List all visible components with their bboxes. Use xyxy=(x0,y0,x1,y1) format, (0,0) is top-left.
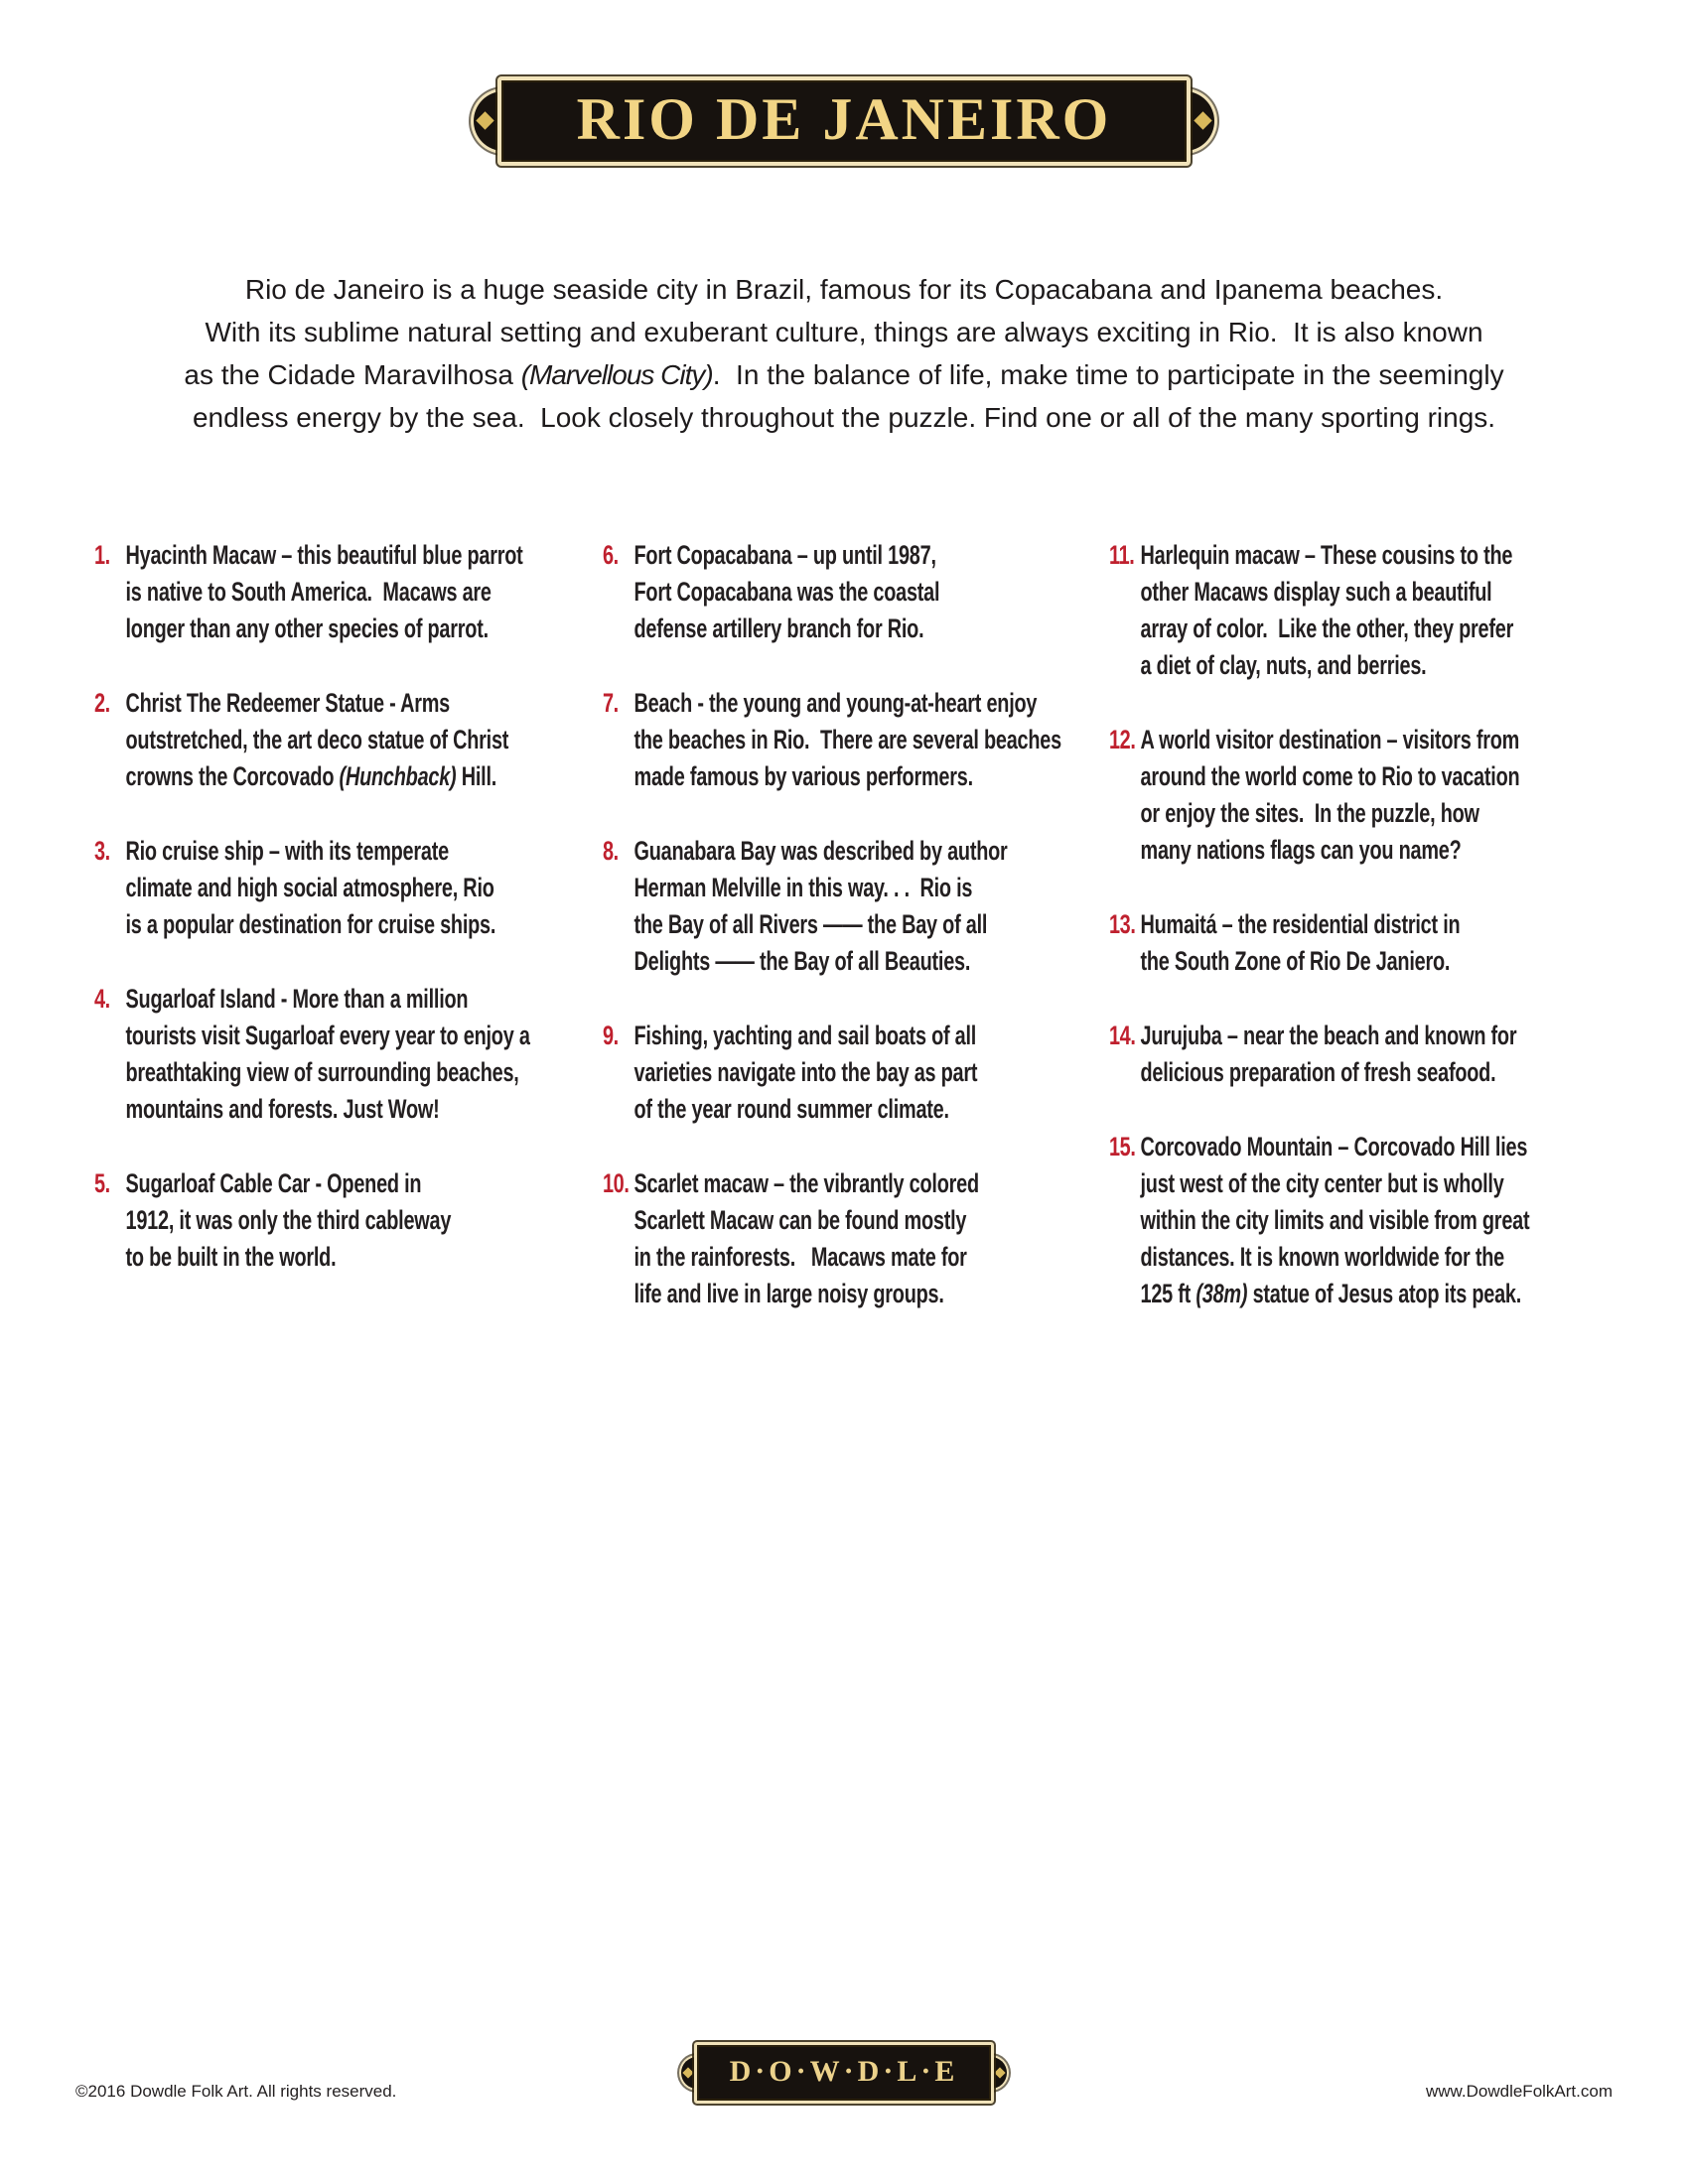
fact-line xyxy=(126,1091,530,1128)
text-segment: Beach - the young and young-at-heart enjoy xyxy=(633,688,1038,718)
fact-number: 11. xyxy=(1109,540,1135,570)
text-segment: With its sublime natural setting and exuberant culture, things are always exciting in Rio. It is also known xyxy=(205,317,1483,347)
text-segment: is a popular destination for cruise ships. xyxy=(125,909,496,939)
diamond-icon xyxy=(476,111,493,129)
fact-text xyxy=(126,537,523,647)
fact-line xyxy=(1141,722,1520,758)
fact-line xyxy=(126,1018,530,1054)
text-segment: Sugarloaf Cable Car - Opened in xyxy=(125,1168,422,1198)
fact-line xyxy=(1141,795,1520,832)
fact-line xyxy=(126,1054,530,1091)
intro-paragraph xyxy=(40,268,1648,439)
fact-line xyxy=(634,537,940,574)
fact-item-15 xyxy=(1109,1129,1530,1312)
text-segment: breathtaking view of surrounding beaches, xyxy=(125,1057,519,1087)
fact-line xyxy=(126,685,509,722)
fact-text xyxy=(126,1165,452,1276)
copyright-text: ©2016 Dowdle Folk Art. All rights reserved. xyxy=(75,2082,397,2101)
fact-number: 9. xyxy=(603,1021,619,1050)
text-segment: Herman Melville in this way. . . Rio is xyxy=(633,873,973,902)
fact-number: 3. xyxy=(94,836,110,866)
fact-item-8 xyxy=(603,833,1008,980)
text-segment: Fishing, yachting and sail boats of all xyxy=(633,1021,977,1050)
fact-item-13 xyxy=(1109,906,1481,980)
fact-line xyxy=(126,833,496,870)
fact-line xyxy=(126,1165,452,1202)
fact-line xyxy=(634,1276,979,1312)
fact-line xyxy=(1141,1129,1530,1165)
fact-line xyxy=(126,722,509,758)
facts-column-inner xyxy=(603,537,1061,1312)
fact-number: 15. xyxy=(1109,1132,1136,1161)
text-segment: array of color. Like the other, they prefer xyxy=(1140,614,1514,643)
fact-text xyxy=(126,685,509,795)
title-banner xyxy=(497,76,1191,166)
fact-line xyxy=(1141,1165,1530,1202)
italic-text: (38m) xyxy=(1196,1279,1248,1308)
intro-line xyxy=(40,396,1648,439)
page-title: RIO DE JANEIRO xyxy=(576,86,1112,152)
fact-item-4 xyxy=(94,981,530,1128)
fact-line xyxy=(126,981,530,1018)
italic-text: (Marvellous City) xyxy=(520,359,713,390)
fact-line xyxy=(634,833,1008,870)
fact-text xyxy=(634,1165,979,1312)
facts-column-inner xyxy=(1109,537,1530,1312)
text-segment: within the city limits and visible from great xyxy=(1140,1205,1530,1235)
fact-line xyxy=(126,870,496,906)
fact-line xyxy=(126,1202,452,1239)
fact-line xyxy=(634,1165,979,1202)
fact-number: 14. xyxy=(1109,1021,1136,1050)
fact-item-12 xyxy=(1109,722,1520,869)
fact-line xyxy=(634,943,1008,980)
text-segment: tourists visit Sugarloaf every year to enjoy a xyxy=(125,1021,530,1050)
text-segment: Delights —— the Bay of all Beauties. xyxy=(633,946,971,976)
logo-text: D·O·W·D·L·E xyxy=(729,2054,959,2088)
fact-number: 10. xyxy=(603,1168,630,1198)
facts-list xyxy=(94,537,1606,1350)
intro-line xyxy=(40,268,1648,311)
fact-number: 13. xyxy=(1109,909,1136,939)
fact-item-11 xyxy=(1109,537,1514,684)
text-segment: mountains and forests. Just Wow! xyxy=(125,1094,440,1124)
text-segment: distances. It is known worldwide for the xyxy=(1140,1242,1504,1272)
fact-number: 5. xyxy=(94,1168,110,1198)
fact-item-10 xyxy=(603,1165,983,1312)
fact-line xyxy=(634,1091,978,1128)
text-segment: delicious preparation of fresh seafood. xyxy=(1140,1057,1496,1087)
italic-text: (Hunchback) xyxy=(339,761,457,791)
text-segment: Fort Copacabana was the coastal xyxy=(633,577,940,607)
text-segment: the beaches in Rio. There are several beaches xyxy=(633,725,1061,754)
text-segment: to be built in the world. xyxy=(125,1242,337,1272)
text-segment: defense artillery branch for Rio. xyxy=(633,614,924,643)
facts-column-3 xyxy=(1109,537,1606,1350)
text-segment: many nations flags can you name? xyxy=(1140,835,1462,865)
text-segment: of the year round summer climate. xyxy=(633,1094,949,1124)
fact-line xyxy=(1141,1018,1517,1054)
fact-line xyxy=(1141,943,1461,980)
fact-item-2 xyxy=(94,685,509,795)
fact-number: 1. xyxy=(94,540,110,570)
intro-line xyxy=(40,353,1648,396)
text-segment: Rio cruise ship – with its temperate xyxy=(125,836,449,866)
text-segment: outstretched, the art deco statue of Christ xyxy=(125,725,509,754)
fact-text xyxy=(634,685,1061,795)
text-segment: Humaitá – the residential district in xyxy=(1140,909,1461,939)
fact-line xyxy=(1141,574,1514,611)
text-segment: Scarlett Macaw can be found mostly xyxy=(633,1205,967,1235)
diamond-icon xyxy=(682,2067,693,2078)
text-segment: or enjoy the sites. In the puzzle, how xyxy=(1140,798,1479,828)
text-segment: Fort Copacabana – up until 1987, xyxy=(633,540,936,570)
text-segment: Hyacinth Macaw – this beautiful blue parrot xyxy=(125,540,523,570)
text-segment: Harlequin macaw – These cousins to the xyxy=(1140,540,1513,570)
text-segment: in the rainforests. Macaws mate for xyxy=(633,1242,967,1272)
text-segment: Rio de Janeiro is a huge seaside city in Brazil, famous for its Copacabana and Ipanema beaches. xyxy=(244,274,1444,305)
fact-line xyxy=(126,1239,452,1276)
fact-text xyxy=(126,833,496,943)
fact-item-6 xyxy=(603,537,983,647)
fact-text xyxy=(634,1018,978,1128)
fact-number: 4. xyxy=(94,984,110,1014)
text-segment: is native to South America. Macaws are xyxy=(125,577,492,607)
text-segment: climate and high social atmosphere, Rio xyxy=(125,873,494,902)
text-segment: Jurujuba – near the beach and known for xyxy=(1140,1021,1517,1050)
text-segment: 1912, it was only the third cableway xyxy=(125,1205,452,1235)
diamond-icon xyxy=(1194,111,1211,129)
fact-line xyxy=(126,906,496,943)
fact-item-5 xyxy=(94,1165,476,1276)
fact-line xyxy=(634,611,940,647)
fact-line xyxy=(634,685,1061,722)
fact-text xyxy=(1141,537,1514,684)
fact-line xyxy=(634,1018,978,1054)
text-segment: made famous by various performers. xyxy=(633,761,973,791)
fact-line xyxy=(1141,1054,1517,1091)
fact-line xyxy=(1141,1202,1530,1239)
facts-column-2 xyxy=(603,537,1109,1350)
logo-plate xyxy=(694,2042,994,2104)
text-segment: . In the balance of life, make time to participate in the seemingly xyxy=(712,359,1504,390)
text-segment: longer than any other species of parrot. xyxy=(125,614,489,643)
fact-line xyxy=(634,1054,978,1091)
fact-line xyxy=(634,906,1008,943)
text-segment: the South Zone of Rio De Janiero. xyxy=(1140,946,1451,976)
text-segment: 125 ft xyxy=(1140,1279,1196,1308)
fact-text xyxy=(1141,1018,1517,1091)
text-segment: varieties navigate into the bay as part xyxy=(633,1057,978,1087)
fact-text xyxy=(1141,1129,1530,1312)
text-segment: other Macaws display such a beautiful xyxy=(1140,577,1492,607)
fact-item-9 xyxy=(603,1018,983,1128)
fact-line xyxy=(634,574,940,611)
fact-item-14 xyxy=(1109,1018,1517,1091)
text-segment: Scarlet macaw – the vibrantly colored xyxy=(633,1168,979,1198)
fact-number: 2. xyxy=(94,688,110,718)
fact-text xyxy=(1141,722,1520,869)
fact-line xyxy=(1141,647,1514,684)
intro-line xyxy=(40,311,1648,353)
text-segment: endless energy by the sea. Look closely throughout the puzzle. Find one or all of the many sporting rings. xyxy=(192,402,1496,433)
text-segment: Christ The Redeemer Statue - Arms xyxy=(125,688,450,718)
facts-column-inner xyxy=(94,537,530,1276)
text-segment: just west of the city center but is wholly xyxy=(1140,1168,1504,1198)
fact-line xyxy=(634,1202,979,1239)
fact-line xyxy=(1141,1276,1530,1312)
fact-number: 6. xyxy=(603,540,619,570)
fact-line xyxy=(634,870,1008,906)
fact-line xyxy=(1141,611,1514,647)
fact-text xyxy=(634,537,940,647)
fact-item-3 xyxy=(94,833,496,943)
text-segment: Corcovado Mountain – Corcovado Hill lies xyxy=(1140,1132,1528,1161)
fact-text xyxy=(126,981,530,1128)
facts-column-1 xyxy=(94,537,603,1350)
text-segment: the Bay of all Rivers —— the Bay of all xyxy=(633,909,988,939)
fact-line xyxy=(634,722,1061,758)
fact-number: 7. xyxy=(603,688,619,718)
text-segment: crowns the Corcovado xyxy=(125,761,340,791)
text-segment: around the world come to Rio to vacation xyxy=(1140,761,1520,791)
fact-line xyxy=(634,758,1061,795)
banner-plate xyxy=(497,76,1191,166)
fact-line xyxy=(634,1239,979,1276)
fact-line xyxy=(126,574,523,611)
fact-item-7 xyxy=(603,685,1061,795)
fact-text xyxy=(1141,906,1461,980)
fact-line xyxy=(1141,537,1514,574)
text-segment: a diet of clay, nuts, and berries. xyxy=(1140,650,1427,680)
text-segment: Guanabara Bay was described by author xyxy=(633,836,1008,866)
fact-number: 12. xyxy=(1109,725,1136,754)
text-segment: as the Cidade Maravilhosa xyxy=(184,359,521,390)
website-url: www.DowdleFolkArt.com xyxy=(1426,2082,1613,2101)
fact-line xyxy=(1141,1239,1530,1276)
text-segment: A world visitor destination – visitors from xyxy=(1140,725,1520,754)
fact-text xyxy=(634,833,1008,980)
text-segment: life and live in large noisy groups. xyxy=(633,1279,944,1308)
fact-line xyxy=(126,611,523,647)
dowdle-logo xyxy=(694,2042,994,2104)
fact-line xyxy=(126,537,523,574)
fact-item-1 xyxy=(94,537,523,647)
text-segment: Hill. xyxy=(456,761,497,791)
fact-line xyxy=(1141,758,1520,795)
text-segment: statue of Jesus atop its peak. xyxy=(1247,1279,1522,1308)
text-segment: Sugarloaf Island - More than a million xyxy=(125,984,469,1014)
fact-number: 8. xyxy=(603,836,619,866)
fact-line xyxy=(126,758,509,795)
diamond-icon xyxy=(994,2067,1005,2078)
fact-line xyxy=(1141,832,1520,869)
fact-line xyxy=(1141,906,1461,943)
